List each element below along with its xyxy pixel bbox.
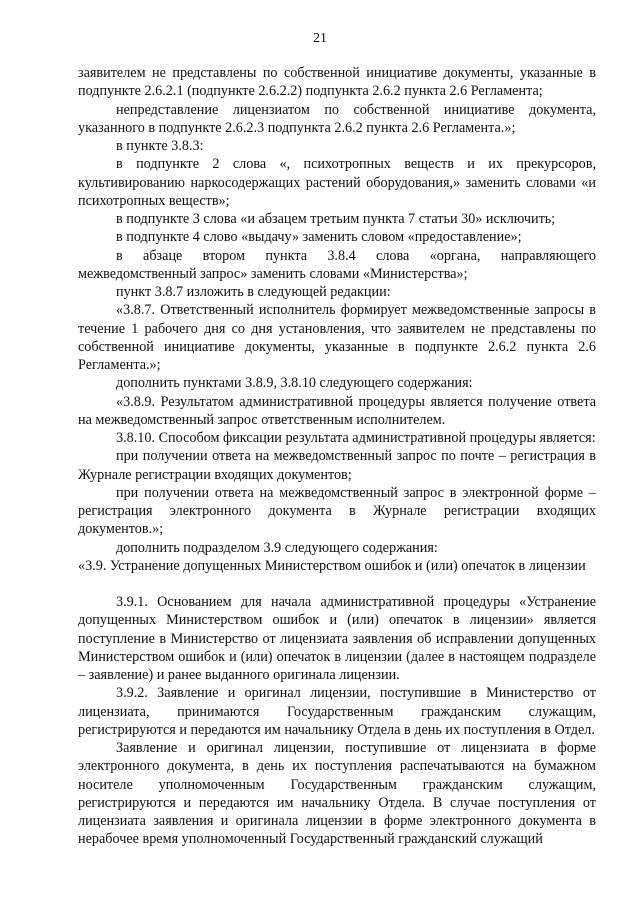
- paragraph-15: дополнить подразделом 3.9 следующего содержания:: [116, 539, 438, 556]
- paragraph-8: пункт 3.8.7 изложить в следующей редакции:: [116, 284, 391, 300]
- paragraph-10: дополнить пунктами 3.8.9, 3.8.10 следующего содержания:: [116, 375, 473, 392]
- document-body: [78, 64, 596, 849]
- paragraph-18: 3.9.2. Заявление и оригинал лицензии, поступившие в Министерство от лицензиата, принимаются Государственным гражданским служащим, регистрируются и передаются им начальнику Отдела в день их поступления в Отдел.: [78, 685, 596, 738]
- paragraph-13: при получении ответа на межведомственный запрос по почте – регистрация в Журнале регистрации входящих документов;: [78, 448, 596, 483]
- paragraph-7: в абзаце втором пункта 3.8.4 слова «органа, направляющего межведомственный запрос» заменить словами «Министерства»;: [78, 247, 596, 282]
- paragraph-3: в пункте 3.8.3:: [116, 138, 204, 154]
- paragraph-12: 3.8.10. Способом фиксации результата административной процедуры является:: [116, 430, 596, 446]
- paragraph-19: Заявление и оригинал лицензии, поступившие от лицензиата в форме электронного документа, в день их поступления распечатываются на бумажном носителе уполномоченным Государственным гражданским служащим, регистрируются и передаются им начальнику Отдела. В случае поступления от лицензиата заявления и оригинала лицензии в форме электронного документа в нерабочее время уполномоченный Государственный гражданский служащий: [78, 740, 596, 848]
- subsection-heading: «3.9. Устранение допущенных Министерством ошибок и (или) опечаток в лицензии: [78, 557, 586, 574]
- page-number: 21: [313, 31, 327, 46]
- paragraph-17: 3.9.1. Основанием для начала административной процедуры «Устранение допущенных Министерством ошибок и (или) опечаток в лицензии» является поступление в Министерство от лицензиата заявления об исправлении допущенных Министерством ошибок и (или) опечаток в лицензии (далее в настоящем подразделе – заявление) и ранее выданного оригинала лицензии.: [78, 594, 596, 683]
- paragraph-11: «3.8.9. Результатом административной процедуры является получение ответа на межведомственный запрос ответственным исполнителем.: [78, 393, 596, 428]
- paragraph-14: при получении ответа на межведомственный запрос в электронной форме – регистрация электронного документа в Журнале регистрации входящих документов.»;: [78, 484, 596, 538]
- paragraph-4: в подпункте 2 слова «, психотропных веществ и их прекурсоров, культивированию наркосодержащих растений оборудования,» заменить словами «и психотропных веществ»;: [78, 156, 596, 209]
- paragraph-1: заявителем не представлены по собственной инициативе документы, указанные в подпункте 2.6.2.1 (подпункте 2.6.2.2) подпункта 2.6.2 пункта 2.6 Регламента;: [78, 65, 596, 100]
- paragraph-9: «3.8.7. Ответственный исполнитель формирует межведомственные запросы в течение 1 рабочего дня со дня установления, что заявителем не представлены по собственной инициативе документы, указанные в подпункте 2.6.2 пункта 2.6 Регламента.»;: [78, 302, 596, 373]
- paragraph-2: непредставление лицензиатом по собственной инициативе документа, указанного в подпункте 2.6.2.3 подпункта 2.6.2 пункта 2.6 Регламента.»;: [78, 101, 596, 136]
- paragraph-5: в подпункте 3 слова «и абзацем третьим пункта 7 статьи 30» исключить;: [116, 211, 556, 227]
- paragraph-6: в подпункте 4 слово «выдачу» заменить словом «предоставление»;: [116, 229, 522, 246]
